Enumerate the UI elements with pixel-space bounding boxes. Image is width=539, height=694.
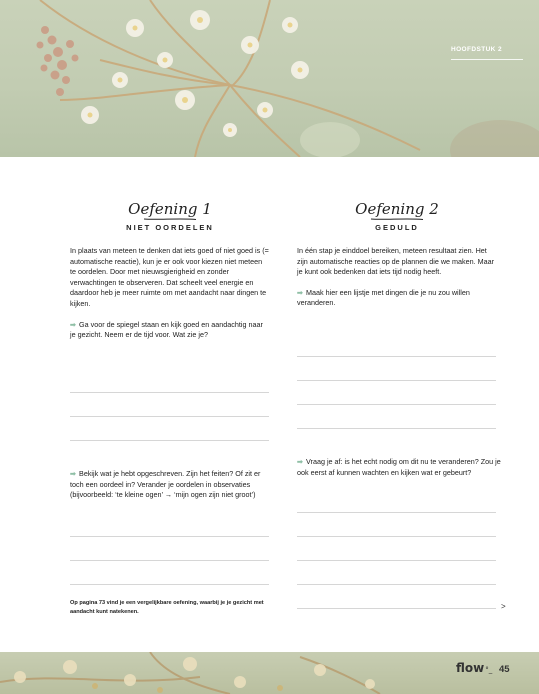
- answer-line[interactable]: [297, 404, 496, 405]
- exercise-2-subtitle: GEDULD: [375, 223, 419, 232]
- answer-line[interactable]: [297, 380, 496, 381]
- exercise-2-prompt-1: [297, 288, 497, 309]
- prompt-text: Vraag je af: is het echt nodig om dit nu te veranderen? Zou je ook eerst af kunnen wachten en kijken wat er gebeurt?: [297, 457, 501, 477]
- title-underline: [369, 217, 425, 221]
- exercise-2-prompt-2: [297, 457, 502, 478]
- answer-line[interactable]: [70, 416, 269, 417]
- prompt-text: Ga voor de spiegel staan en kijk goed en aandachtig naar je gezicht. Neem er de tijd voor. Wat zie je?: [70, 319, 263, 340]
- arrow-right-icon: ➡: [70, 469, 77, 478]
- page-number: 45: [499, 664, 510, 675]
- header-photo: [0, 0, 539, 157]
- answer-line[interactable]: [70, 440, 269, 441]
- answer-line[interactable]: [70, 536, 269, 537]
- title-underline: [142, 217, 198, 221]
- next-page-arrow[interactable]: >: [501, 602, 506, 611]
- exercise-2: [297, 200, 497, 309]
- arrow-right-icon: ➡: [70, 319, 77, 329]
- footer-photo: [0, 652, 539, 694]
- answer-line[interactable]: [70, 560, 269, 561]
- exercise-1-prompt-2: [70, 469, 275, 501]
- answer-line[interactable]: [297, 356, 496, 357]
- arrow-right-icon: ➡: [297, 457, 304, 466]
- answer-line[interactable]: [297, 560, 496, 561]
- prompt-text: Maak hier een lijstje met dingen die je nu zou willen veranderen.: [297, 287, 470, 308]
- brand-logo: flow °_: [456, 661, 492, 675]
- exercise-1: [70, 200, 270, 341]
- chapter-divider: [451, 59, 523, 60]
- exercise-2-title: Oefening 2: [355, 200, 439, 218]
- exercise-1-title: Oefening 1: [128, 200, 212, 218]
- arrow-right-icon: ➡: [297, 287, 304, 297]
- answer-line[interactable]: [70, 392, 269, 393]
- prompt-text: Bekijk wat je hebt opgeschreven. Zijn het feiten? Of zit er toch een oordeel in? Verander je oordelen in observaties (bijvoorbeeld: ‘te kleine ogen’ → ‘mijn ogen zijn niet groot’): [70, 469, 261, 500]
- chapter-label: HOOFDSTUK 2: [451, 46, 502, 53]
- answer-line[interactable]: [297, 584, 496, 585]
- answer-line[interactable]: [297, 512, 496, 513]
- answer-line[interactable]: [297, 608, 496, 609]
- exercise-1-body: In plaats van meteen te denken dat iets goed of niet goed is (= automatische reactie), kun je er ook voor kiezen niet meteen te oordelen. Door met nieuwsgierigheid en zonder verwachtingen te observeren. Dat scheelt veel energie en daardoor heb je meer ruimte om met aandacht naar dingen te kijken.: [70, 246, 269, 308]
- exercise-1-subtitle: NIET OORDELEN: [126, 223, 214, 232]
- footnote: Op pagina 73 vind je een vergelijkbare oefening, waarbij je je gezicht met aandacht kunt natekenen.: [70, 600, 264, 615]
- exercise-2-body: In één stap je einddoel bereiken, meteen resultaat zien. Het zijn automatische reacties op de plannen die we maken. Maar je kunt ook bedenken dat iets tijd nodig heeft.: [297, 246, 494, 277]
- flower-illustration: [0, 0, 539, 157]
- exercise-1-prompt-1: [70, 320, 270, 341]
- answer-line[interactable]: [297, 428, 496, 429]
- answer-line[interactable]: [70, 584, 269, 585]
- answer-line[interactable]: [297, 536, 496, 537]
